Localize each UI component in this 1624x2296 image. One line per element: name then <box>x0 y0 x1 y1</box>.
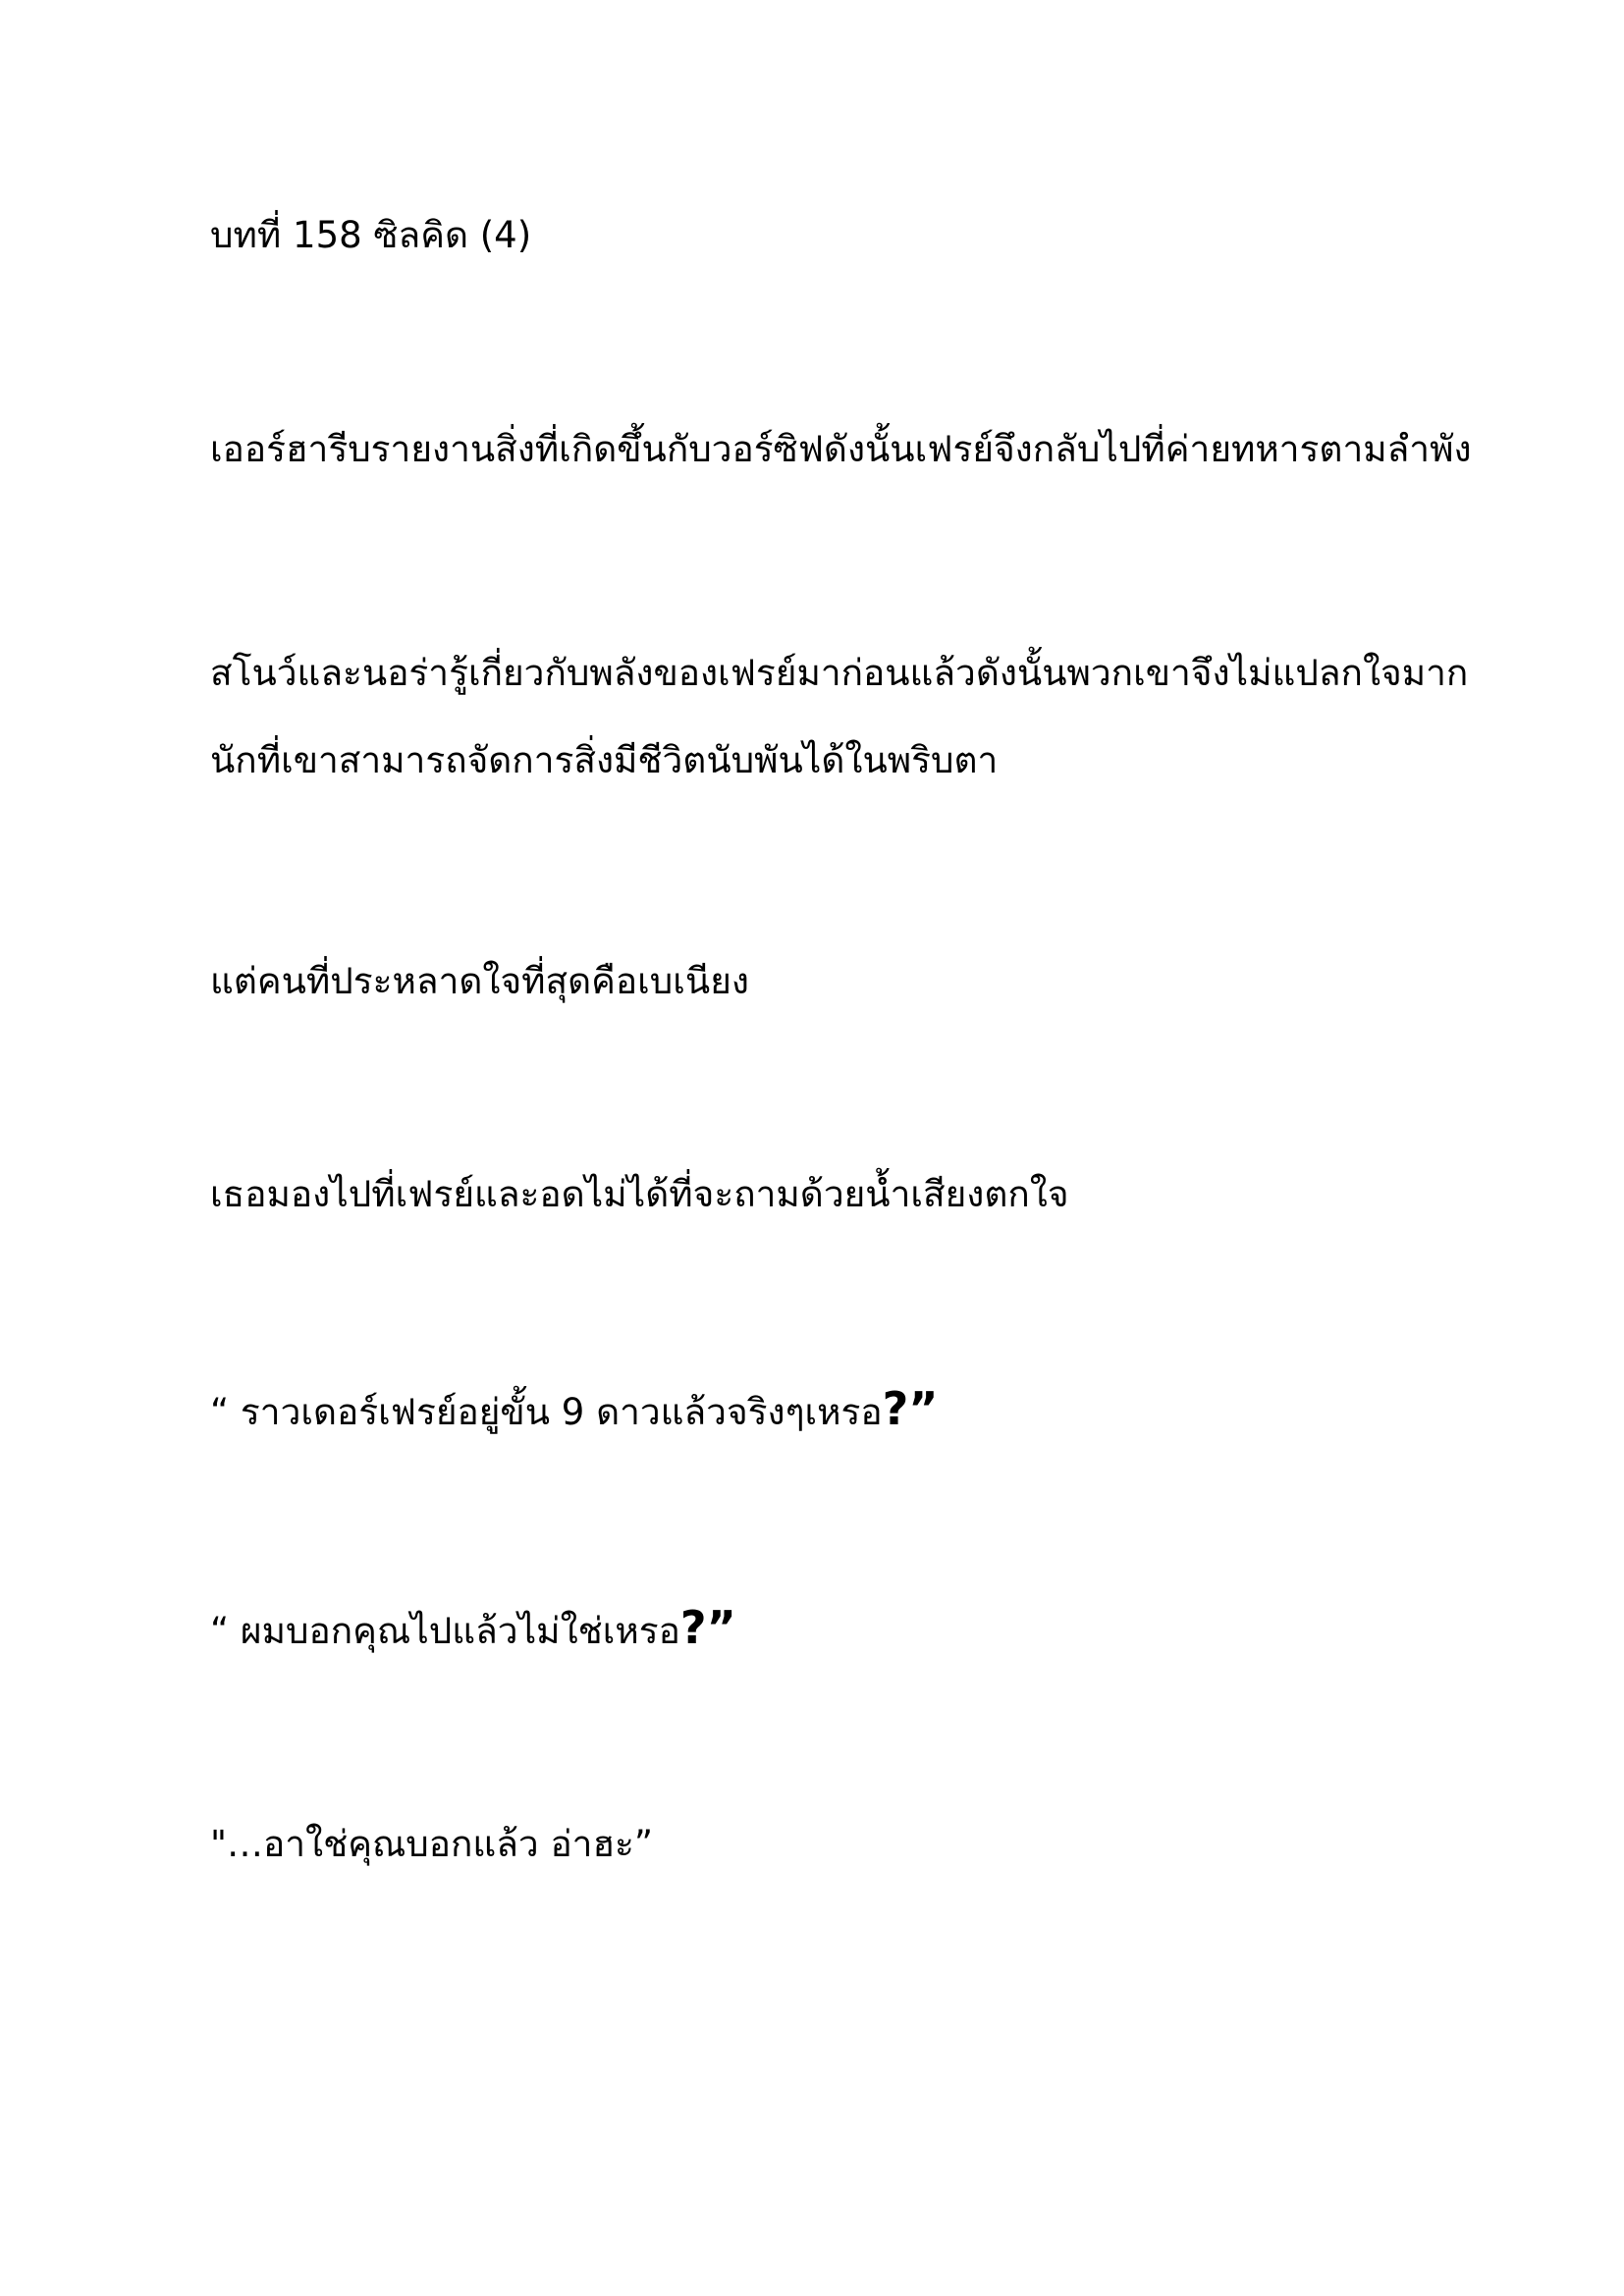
dialogue-line-1 <box>210 1384 939 1437</box>
dialogue-text: “ ราวเดอร์เฟรย์อยู่ขั้น 9 ดาวแล้วจริงๆเหรอ <box>210 1391 883 1433</box>
paragraph-1: เออร์ฮารีบรายงานสิ่งที่เกิดขึ้นกับวอร์ซิฟดังนั้นเฟรย์จึงกลับไปที่ค่ายทหารตามลำพัง <box>210 428 1472 470</box>
dialogue-text: “ ผมบอกคุณไปแล้วไม่ใช่เหรอ <box>210 1610 680 1652</box>
dialogue-end-mark: ?” <box>882 1382 939 1435</box>
dialogue-line-3: "…อาใช่คุณบอกแล้ว อ่าฮะ” <box>210 1823 654 1865</box>
paragraph-3: แต่คนที่ประหลาดใจที่สุดคือเบเนียง <box>210 960 749 1002</box>
dialogue-line-2 <box>210 1603 736 1656</box>
paragraph-4: เธอมองไปที่เฟรย์และอดไม่ได้ที่จะถามด้วยน้ำเสียงตกใจ <box>210 1173 1069 1215</box>
paragraph-2-line-1: สโนว์และนอร่ารู้เกี่ยวกับพลังของเฟรย์มาก่อนแล้วดังนั้นพวกเขาจึงไม่แปลกใจมาก <box>210 652 1469 694</box>
dialogue-end-mark: ?” <box>679 1601 736 1654</box>
chapter-heading: บทที่ 158 ซิลคิด (4) <box>210 214 532 256</box>
paragraph-2-line-2: นักที่เขาสามารถจัดการสิ่งมีชีวิตนับพันได้ในพริบตา <box>210 739 999 781</box>
